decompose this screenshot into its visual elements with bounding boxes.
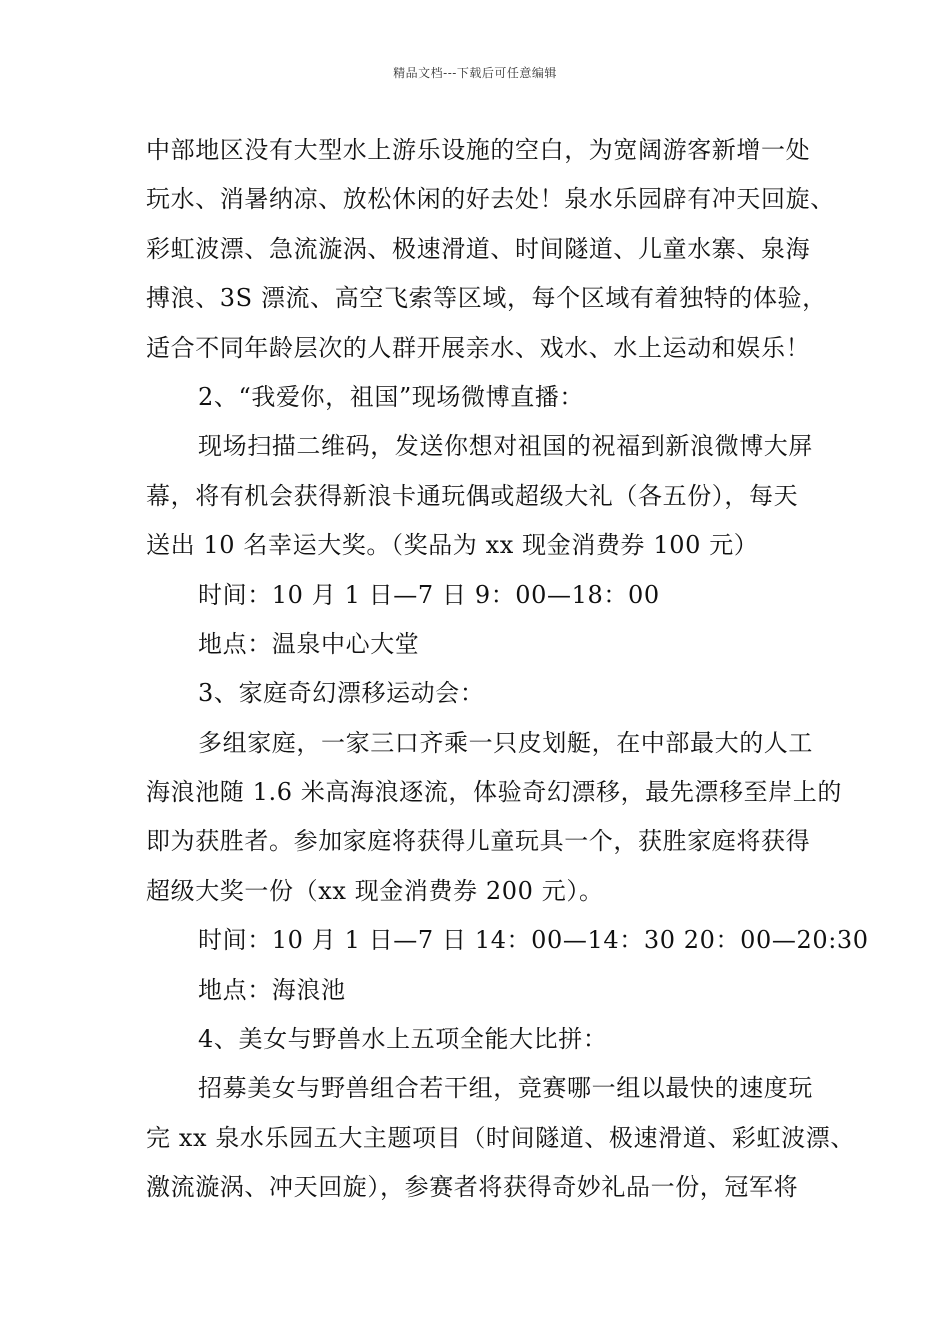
text-line: 时间：10 月 1 日—7 日 14：00—14：30 20：00—20:30 <box>198 926 869 955</box>
text-line: 地点：海浪池 <box>198 975 346 1004</box>
document-body <box>146 126 869 1213</box>
text-line: 4、美女与野兽水上五项全能大比拼： <box>198 1025 608 1054</box>
text-line: 超级大奖一份（xx 现金消费券 200 元）。 <box>146 876 604 905</box>
text-line: 即为获胜者。参加家庭将获得儿童玩具一个，获胜家庭将获得 <box>146 827 811 856</box>
text-line: 幕，将有机会获得新浪卡通玩偶或超级大礼（各五份），每天 <box>146 481 799 510</box>
text-line: 招募美女与野兽组合若干组，竞赛哪一组以最快的速度玩 <box>198 1074 813 1103</box>
text-line: 中部地区没有大型水上游乐设施的空白，为宽阔游客新增一处 <box>146 136 811 164</box>
text-line: 海浪池随 1.6 米高海浪逐流，体验奇幻漂移，最先漂移至岸上的 <box>146 778 843 807</box>
text-line: 3、家庭奇幻漂移运动会： <box>198 679 485 708</box>
text-line: 地点：温泉中心大堂 <box>198 629 420 658</box>
text-line: 适合不同年龄层次的人群开展亲水、戏水、水上运动和娱乐！ <box>146 333 811 362</box>
text-line: 玩水、消暑纳凉、放松休闲的好去处！泉水乐园辟有冲天回旋、 <box>146 185 835 214</box>
text-line: 搏浪、3S 漂流、高空飞索等区域，每个区域有着独特的体验， <box>146 284 827 313</box>
text-line: 现场扫描二维码，发送你想对祖国的祝福到新浪微博大屏 <box>198 432 813 461</box>
text-line: 彩虹波漂、急流漩涡、极速滑道、时间隧道、儿童水寨、泉海 <box>146 234 811 263</box>
text-line: 多组家庭，一家三口齐乘一只皮划艇，在中部最大的人工 <box>198 728 813 757</box>
text-line: 激流漩涡、冲天回旋），参赛者将获得奇妙礼品一份，冠军将 <box>146 1173 799 1202</box>
text-line: 送出 10 名幸运大奖。（奖品为 xx 现金消费券 100 元） <box>146 531 759 560</box>
text-line: 完 xx 泉水乐园五大主题项目（时间隧道、极速滑道、彩虹波漂、 <box>146 1123 855 1152</box>
text-line: 2、“我爱你，祖国”现场微博直播： <box>198 382 585 411</box>
text-line: 时间：10 月 1 日—7 日 9：00—18：00 <box>198 580 660 609</box>
page-header: 精品文档---下载后可任意编辑 <box>393 66 557 80</box>
